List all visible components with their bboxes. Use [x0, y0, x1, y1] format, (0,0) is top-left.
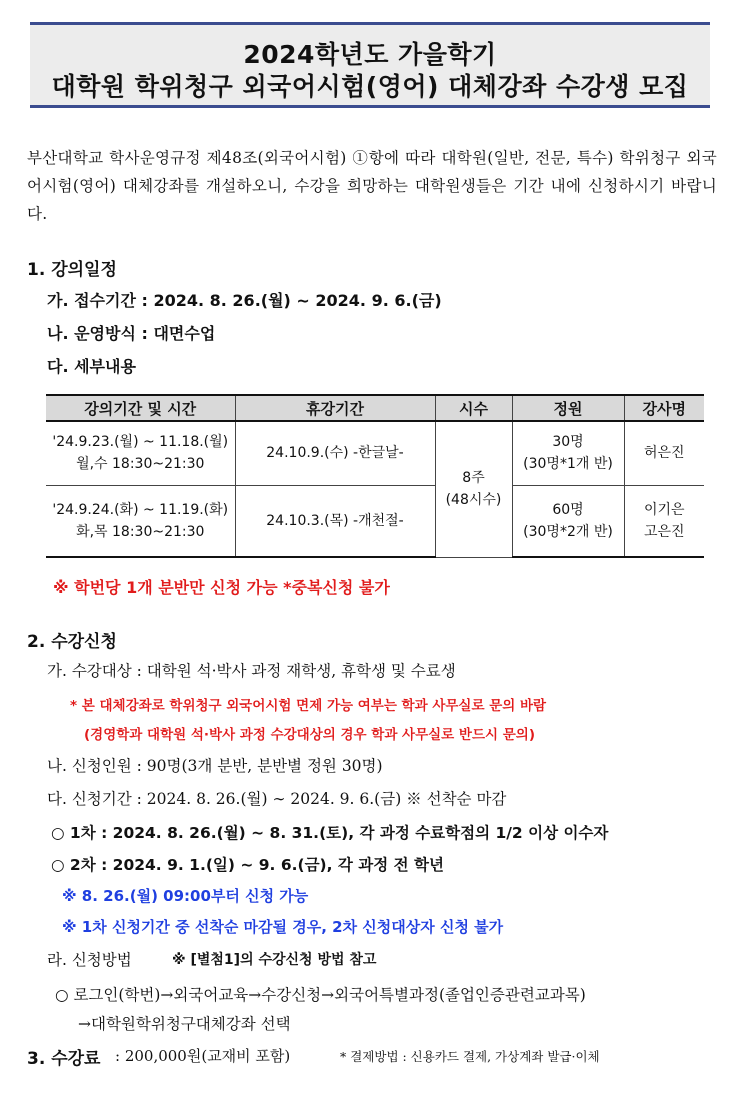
hours-line1: 8주: [462, 470, 485, 487]
row1-period-line2: 월,수 18:30~21:30: [76, 456, 205, 473]
blue-note-1: ※ 8. 26.(월) 09:00부터 신청 가능: [62, 887, 309, 905]
title-box: [30, 22, 710, 108]
intro-paragraph: 부산대학교 학사운영규정 제48조(외국어시험) ①항에 따라 대학원(일반, 전문, 특수) 학위청구 외국어시험(영어) 대체강좌를 개설하오니, 수강을 희망하는 대학원생들은 기간 내에 신청하시기 바랍니다.: [27, 149, 717, 223]
row2-capacity-line1: 60명: [552, 501, 584, 518]
section2-ga-note2: (경영학과 대학원 석·박사 과정 수강대상의 경우 학과 사무실로 반드시 문의): [84, 727, 535, 743]
round1: ○ 1차 : 2024. 8. 26.(월) ~ 8. 31.(토), 각 과정 수료학점의 1/2 이상 이수자: [51, 824, 609, 842]
row1-capacity-line2: (30명*1개 반): [523, 456, 613, 473]
section1-na: 나. 운영방식 : 대면수업: [47, 324, 216, 343]
row2-period-line1: '24.9.24.(화) ~ 11.19.(화): [52, 501, 229, 518]
method-line-1: ○ 로그인(학번)→외국어교육→수강신청→외국어특별과정(졸업인증관련교과목): [55, 986, 586, 1004]
header-capacity: 정원: [512, 395, 624, 421]
row2-capacity-line2: (30명*2개 반): [523, 523, 613, 540]
section1-note: ※ 학번당 1개 분반만 신청 가능 *중복신청 불가: [53, 578, 390, 597]
row2-break: 24.10.3.(목) -개천절-: [235, 485, 435, 557]
row1-capacity-line1: 30명: [552, 434, 584, 451]
section3-payment: * 결제방법 : 신용카드 결제, 가상계좌 발급·이체: [340, 1049, 600, 1064]
header-instructor: 강사명: [624, 395, 704, 421]
section2-na: 나. 신청인원 : 90명(3개 분반, 분반별 정원 30명): [47, 757, 383, 775]
row1-period: [46, 421, 235, 485]
table-header-row: [46, 395, 704, 421]
header-hours: 시수: [435, 395, 512, 421]
row2-instructor: [624, 485, 704, 557]
section3-heading: 3. 수강료: [27, 1049, 101, 1069]
section1-ga: 가. 접수기간 : 2024. 8. 26.(월) ~ 2024. 9. 6.(금): [47, 291, 442, 310]
row1-capacity: [512, 421, 624, 485]
header-period: 강의기간 및 시간: [46, 395, 235, 421]
row2-period-line2: 화,목 18:30~21:30: [76, 523, 205, 540]
row2-capacity: [512, 485, 624, 557]
section3-fee: : 200,000원(교재비 포함): [115, 1047, 291, 1065]
schedule-table: [46, 394, 704, 558]
section2-ga-note1: * 본 대체강좌로 학위청구 외국어시험 면제 가능 여부는 학과 사무실로 문의 바람: [70, 698, 547, 714]
section2-heading: 2. 수강신청: [27, 632, 117, 652]
section2-ra-label: 라. 신청방법: [47, 951, 132, 969]
hours-cell: [435, 421, 512, 557]
section1-da: 다. 세부내용: [47, 357, 136, 376]
hours-line2: (48시수): [445, 492, 502, 509]
row1-instructor-line1: 허은진: [643, 445, 685, 462]
row2-instructor-line1: 이기은: [643, 501, 685, 518]
row1-instructor: [624, 421, 704, 485]
section2-ra-ref: ※ [별첨1]의 수강신청 방법 참고: [172, 952, 377, 968]
section2-ga: 가. 수강대상 : 대학원 석·박사 과정 재학생, 휴학생 및 수료생: [47, 662, 456, 680]
section2-da: 다. 신청기간 : 2024. 8. 26.(월) ∼ 2024. 9. 6.(금) ※ 선착순 마감: [47, 790, 507, 808]
title-line-1: 2024학년도 가을학기: [243, 40, 497, 69]
row1-break: 24.10.9.(수) -한글날-: [235, 421, 435, 485]
table-row: [46, 485, 704, 557]
blue-note-2: ※ 1차 신청기간 중 선착순 마감될 경우, 2차 신청대상자 신청 불가: [62, 918, 504, 936]
section1-heading: 1. 강의일정: [27, 260, 117, 280]
round2: ○ 2차 : 2024. 9. 1.(일) ~ 9. 6.(금), 각 과정 전 학년: [51, 856, 444, 874]
table-row: [46, 421, 704, 485]
title-line-2: 대학원 학위청구 외국어시험(영어) 대체강좌 수강생 모집: [51, 72, 689, 101]
row2-instructor-line2: 고은진: [643, 523, 685, 540]
row2-period: [46, 485, 235, 557]
row1-period-line1: '24.9.23.(월) ~ 11.18.(월): [52, 434, 229, 451]
method-line-2: →대학원학위청구대체강좌 선택: [78, 1015, 291, 1033]
header-break: 휴강기간: [235, 395, 435, 421]
